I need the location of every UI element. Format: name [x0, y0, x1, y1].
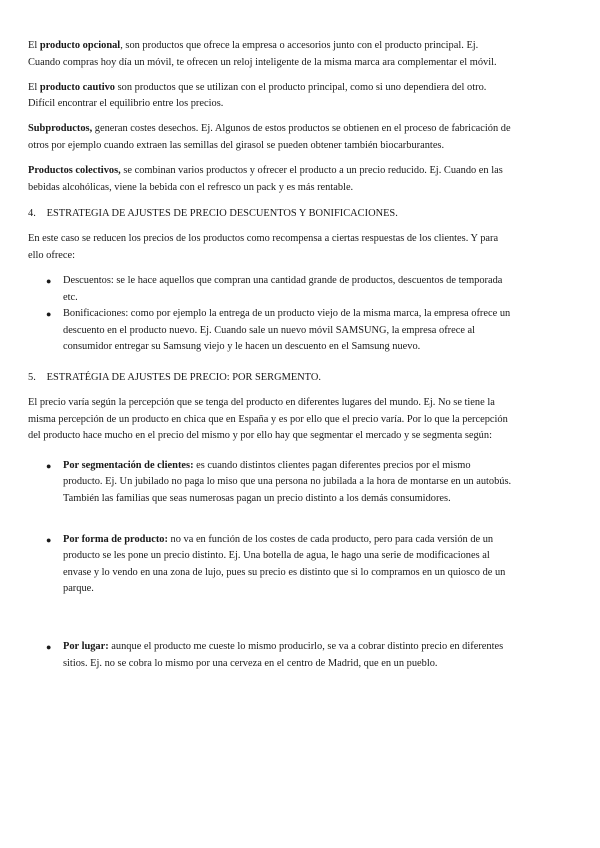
- text: El: [28, 40, 40, 51]
- section-number: 4.: [28, 208, 36, 220]
- paragraph-productos-colectivos: [28, 163, 512, 196]
- list-item-text: Descuentos: se le hace aquellos que compran una cantidad grande de productos, descuentos de temporada etc.: [63, 275, 503, 303]
- text: son productos que se utilizan con el producto principal, como si uno dependiera del otro. Difícil encontrar el equilibrio entre los precios.: [28, 81, 487, 110]
- paragraph-producto-cautivo: [28, 80, 512, 113]
- text: El: [28, 81, 40, 93]
- list-item-text: es cuando distintos clientes pagan diferentes precios por el mismo producto. Ej. Un jubilado no paga lo miso que una persona no jubilada a la hora de montarse en un autobús. También las familias que seas numerosas pagan un precio distinto a los demás consumidores.: [63, 459, 512, 505]
- list-item-text: no va en función de los costes de cada producto, pero para cada versión de un producto se les pone un precio distinto. Ej. Una botella de agua, le hago una serie de modificaciones al envase y lo vendo en una zona de lujo, pues su precio es distinto que si lo compramos en un quiosco de un parque.: [63, 533, 506, 595]
- text: se combinan varios productos y ofrecer el producto a un precio reducido. Ej. Cuando en las bebidas alcohólicas, viene la bebida con el refresco un pack y es más rentable.: [28, 165, 503, 193]
- section-number: 5.: [28, 372, 36, 383]
- text: generan costes desechos. Ej. Algunos de estos productos se obtienen en el proceso de fabricación de otros por ejemplo cuando extraen las semillas del girasol se pueden obtener también biocarburantes.: [28, 123, 511, 151]
- document-page: [28, 38, 512, 696]
- list-item: [28, 532, 512, 598]
- section-title: ESTRATEGIA DE AJUSTES DE PRECIO DESCUENTOS Y BONIFICACIONES.: [46, 208, 398, 220]
- list-item-text: Bonificaciones: como por ejemplo la entrega de un producto viejo de la misma marca, la empresa ofrece un descuento en el producto nuevo. Ej. Cuando sale un nuevo móvil SAMSUNG, la empresa ofrece al consumidor entregar su Samsung viejo y le hacen un descuento en el Samsung nuevo.: [63, 308, 511, 353]
- list-item: [28, 273, 512, 306]
- section-heading-5: [28, 370, 512, 387]
- list-item: [28, 458, 512, 508]
- paragraph-descuentos-intro: En este caso se reducen los precios de los productos como recompensa a ciertas respuestas de los clientes. Y para ello ofrece:: [28, 233, 499, 261]
- paragraph-subproductos: [28, 121, 512, 154]
- bullet-list-descuentos: [28, 273, 512, 356]
- bullet-list-segmentacion: [28, 458, 512, 672]
- bullet-icon: ●: [46, 276, 52, 287]
- term-segmentacion-clientes: Por segmentación de clientes:: [63, 459, 194, 471]
- term-producto-opcional: producto opcional: [39, 40, 121, 51]
- list-item: [28, 306, 512, 356]
- section-heading-4: [28, 206, 512, 223]
- bullet-icon: ●: [46, 642, 52, 653]
- text: , son productos que ofrece la empresa o accesorios junto con el producto principal. Ej. Cuando compras hoy día un móvil, te ofrecen un reloj inteligente de la misma marca ara complementar el móvil.: [28, 40, 497, 68]
- list-item: [28, 639, 512, 672]
- bullet-icon: ●: [46, 309, 52, 320]
- section-title: ESTRATÉGIA DE AJUSTES DE PRECIO: POR SERGMENTO.: [46, 372, 321, 383]
- bullet-icon: ●: [46, 534, 52, 545]
- term-forma-producto: Por forma de producto:: [63, 533, 168, 545]
- term-subproductos: Subproductos,: [28, 123, 93, 135]
- bullet-icon: ●: [46, 460, 52, 471]
- paragraph-segmento-intro: El precio varía según la percepción que se tenga del producto en diferentes lugares del mundo. Ej. No se tiene la misma percepción de un producto en chica que en España y es por ello que el precio varía. Por lo que la percepción del producto hace mucho en el precio del mismo y por ello hay que segmentar el mercado y se segmenta según:: [28, 397, 508, 442]
- term-producto-cautivo: producto cautivo: [39, 81, 115, 93]
- term-productos-colectivos: Productos colectivos,: [28, 165, 121, 177]
- term-por-lugar: Por lugar:: [63, 641, 109, 653]
- paragraph-producto-opcional: [28, 38, 512, 71]
- list-item-text: aunque el producto me cueste lo mismo producirlo, se va a cobrar distinto precio en diferentes sitios. Ej. no se cobra lo mismo por una cerveza en el centro de Madrid, que en un pueblo.: [63, 641, 504, 669]
